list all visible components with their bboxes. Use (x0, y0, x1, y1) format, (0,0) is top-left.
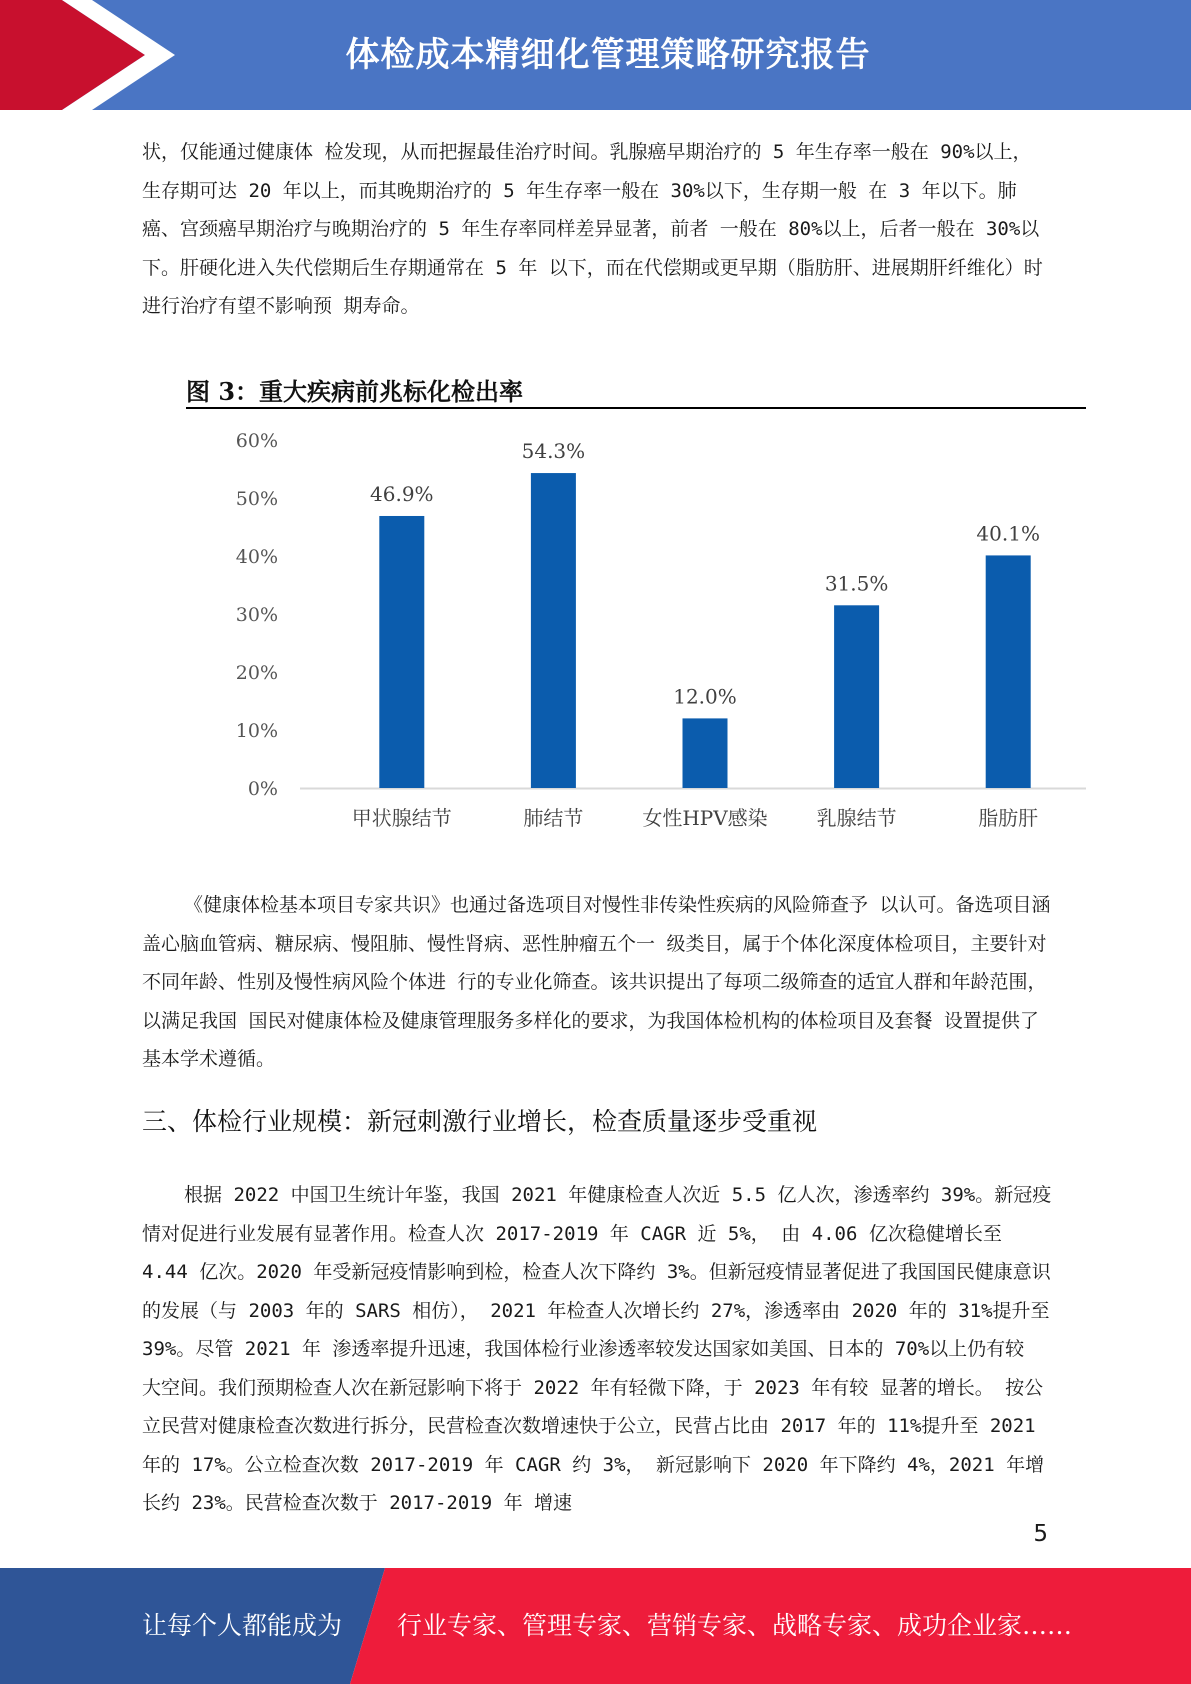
body-paragraph-2: 《健康体检基本项目专家共识》也通过备选项目对慢性非传染性疾病的风险筛查予 以认可。备选项目涵盖心脑血管病、糖尿病、慢阻肺、慢性肾病、恶性肿瘤五个一 级类目，属于个体化深度体检项目，主要针对不同年龄、性别及慢性病风险个体进 行的专业化筛查。该共识提出了每项二级筛查的适宜人群和年龄范围，以满足我国 国民对健康体检及健康管理服务多样化的要求，为我国体检机构的体检项目及套餐 设置提供了基本学术遵循。 (142, 894, 1051, 1070)
bar (986, 555, 1031, 788)
data-label: 40.1% (976, 521, 1040, 546)
x-tick-label: 乳腺结节 (816, 806, 897, 830)
y-tick-label: 10% (235, 720, 278, 742)
section-heading: 三、体检行业规模：新冠刺激行业增长，检查质量逐步受重视 (142, 1107, 818, 1136)
y-tick-label: 30% (235, 604, 278, 626)
x-tick-label: 脂肪肝 (978, 806, 1039, 830)
y-tick-label: 50% (235, 488, 278, 510)
page-header (0, 0, 1191, 110)
page-footer (0, 1568, 1191, 1684)
figure-3 (186, 370, 1086, 840)
x-tick-label: 肺结节 (523, 806, 584, 830)
data-label: 46.9% (370, 481, 434, 506)
header-title: 体检成本精细化管理策略研究报告 (345, 35, 871, 75)
data-label: 31.5% (824, 571, 889, 596)
y-tick-label: 40% (235, 546, 278, 568)
data-label: 12.0% (673, 684, 737, 709)
data-label: 54.3% (521, 439, 586, 464)
page-number: 5 (1033, 1521, 1048, 1547)
y-tick-label: 0% (247, 778, 278, 800)
body-paragraph-3: 根据 2022 中国卫生统计年鉴，我国 2021 年健康检查人次近 5.5 亿人次，渗透率约 39%。新冠疫情对促进行业发展有显著作用。检查人次 2017-2019 年 CAGR 近 5%， 由 4.06 亿次稳健增长至 4.44 亿次。2020 年受新冠疫情影响到检，检查人次下降约 3%。但新冠疫情显著促进了我国国民健康意识的发展（与 2003 年的 SARS 相仿）， 2021 年检查人次增长约 27%，渗透率由 2020 年的 31%提升至 39%。尽管 2021 年 渗透率提升迅速，我国体检行业渗透率较发达国家如美国、日本的 70%以上仍有较 大空间。我们预期检查人次在新冠影响下将于 2022 年有轻微下降，于 2023 年有较 显著的增长。 按公立民营对健康检查次数进行拆分，民营检查次数增速快于公立，民营占比由 2017 年的 11%提升至 2021 年的 17%。公立检查次数 2017-2019 年 CAGR 约 3%， 新冠影响下 2020 年下降约 4%，2021 年增长约 23%。民营检查次数于 2017-2019 年 增速 (142, 1184, 1052, 1514)
footer-slogan-right: 行业专家、管理专家、营销专家、战略专家、成功企业家…… (397, 1611, 1073, 1640)
bar (531, 473, 576, 788)
bar (683, 718, 728, 788)
y-tick-label: 60% (235, 430, 278, 452)
x-tick-label: 女性HPV感染 (642, 806, 768, 830)
figure-title: 图 3：重大疾病前兆标化检出率 (186, 377, 524, 406)
bar (379, 516, 424, 788)
x-tick-label: 甲状腺结节 (351, 806, 452, 830)
y-tick-label: 20% (235, 662, 278, 684)
bar (834, 605, 879, 788)
body-paragraph-1: 状，仅能通过健康体 检发现，从而把握最佳治疗时间。乳腺癌早期治疗的 5 年生存率一般在 90%以上， 生存期可达 20 年以上，而其晚期治疗的 5 年生存率一般在 30%以下，生存期一般 在 3 年以下。肺癌、宫颈癌早期治疗与晚期治疗的 5 年生存率同样差异显著，前者 一般在 80%以上，后者一般在 30%以下。肝硬化进入失代偿期后生存期通常在 5 年 以下，而在代偿期或更早期（脂肪肝、进展期肝纤维化）时进行治疗有望不影响预 期寿命。 (142, 141, 1043, 317)
footer-slogan-left: 让每个人都能成为 (142, 1611, 343, 1640)
bar-chart (186, 370, 1086, 840)
